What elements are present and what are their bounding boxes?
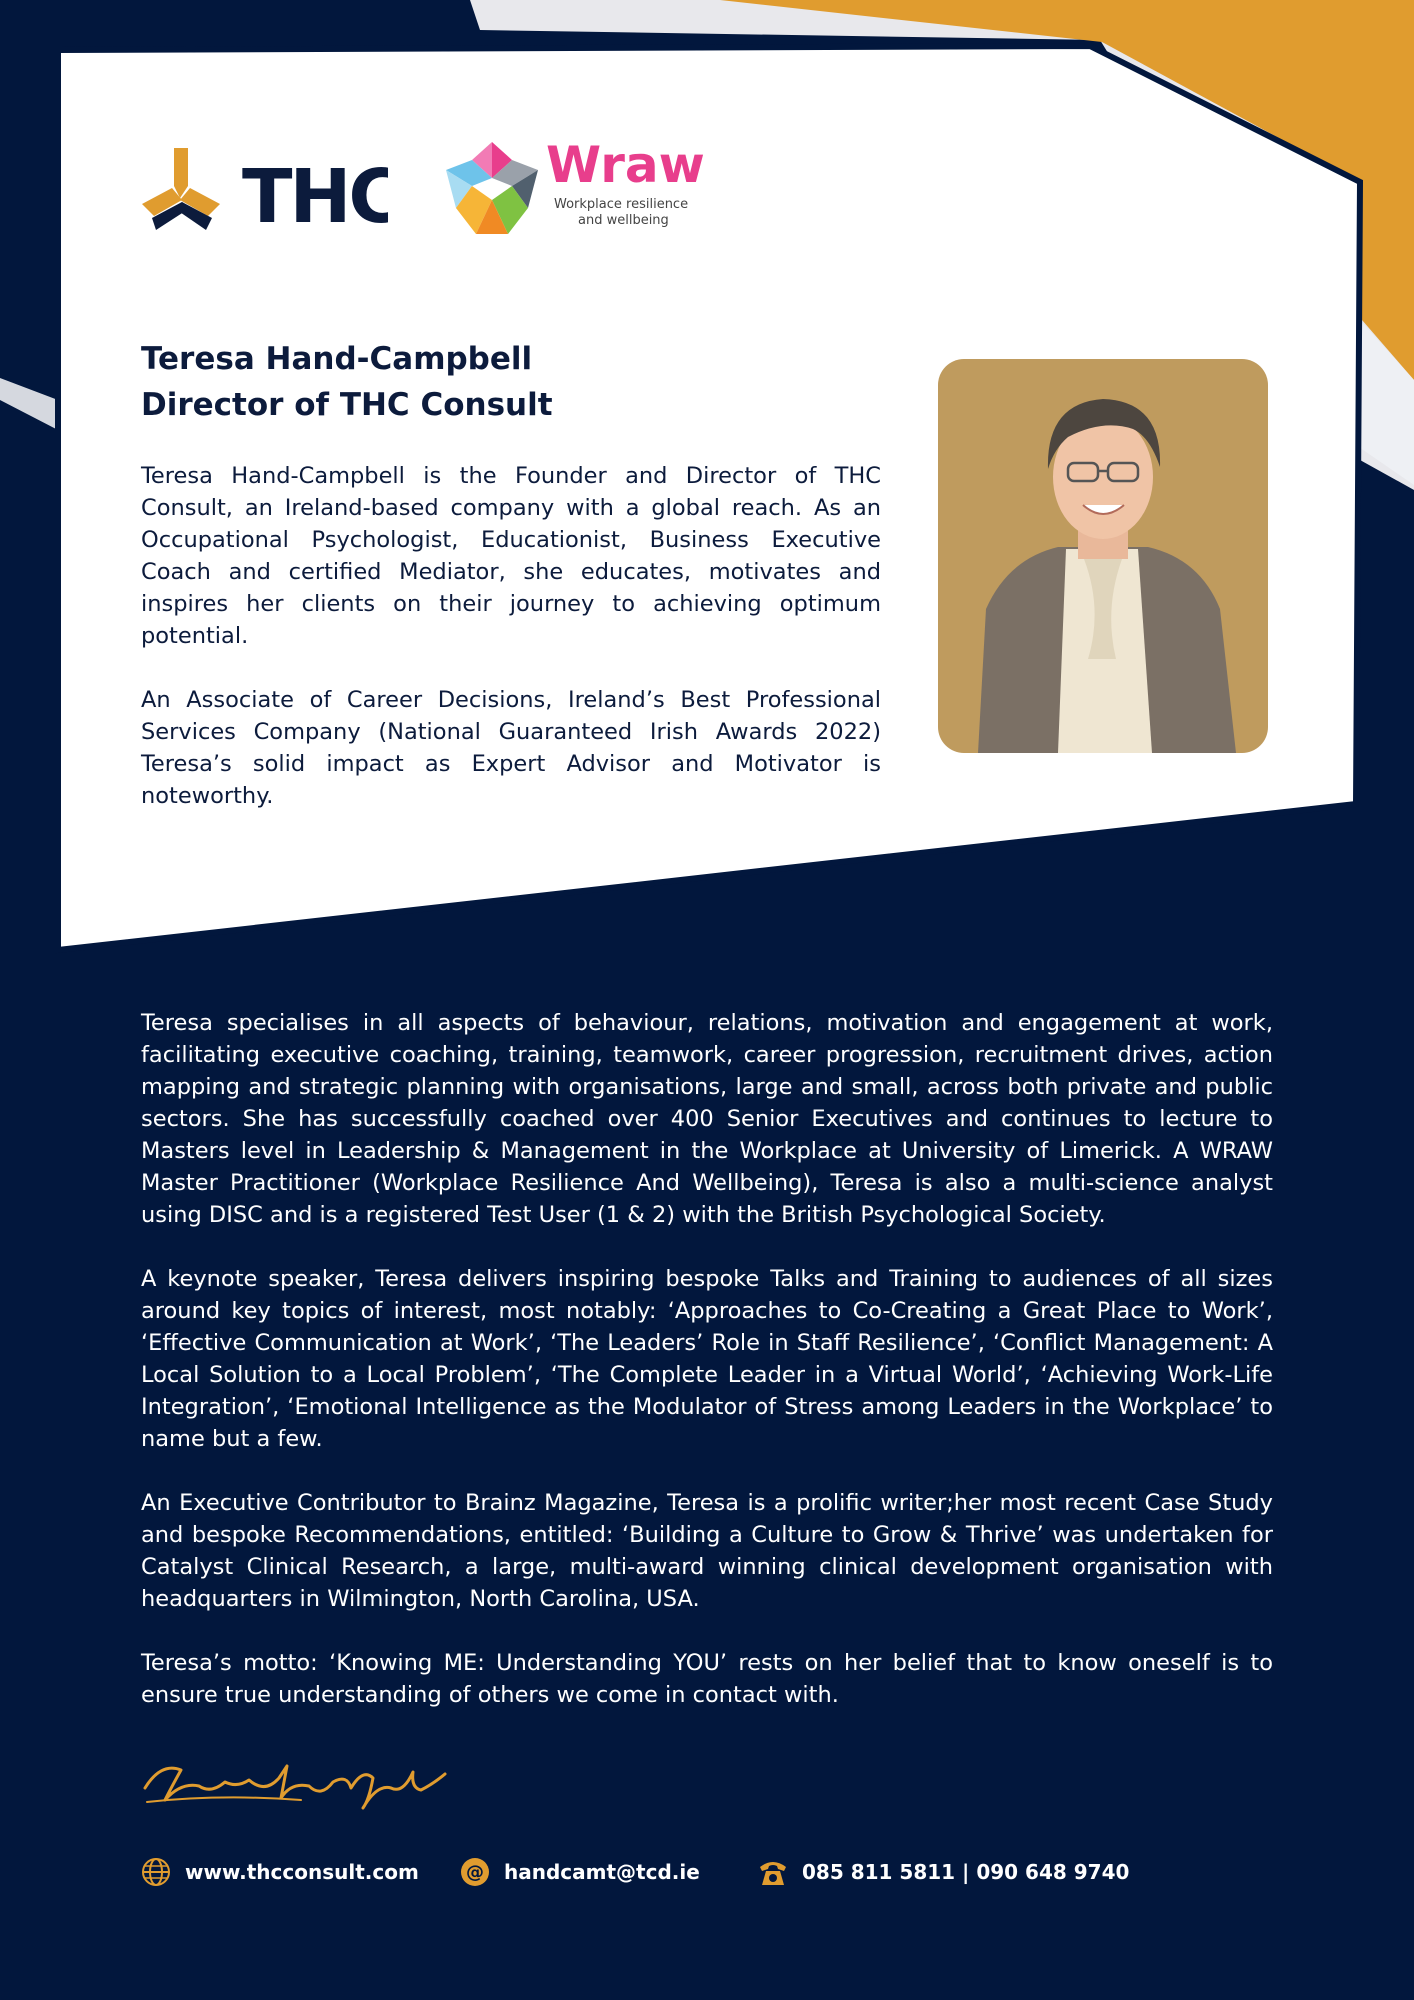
portrait-person-icon xyxy=(938,359,1268,753)
telephone-icon xyxy=(758,1857,788,1887)
bio-paragraph-3: An Executive Contributor to Brainz Magazine, Teresa is a prolific writer;her most recent Case Study and bespoke Recommendations, entitled: ‘Building a Culture to Grow & Thrive’ was undertaken for Catalyst Clinical Research, a large, multi-award winning clinical development organisation with headquarters in Wilmington, North Carolina, USA. xyxy=(141,1490,1273,1612)
wraw-wordmark: Wraw xyxy=(546,138,705,194)
bio-section xyxy=(141,1007,1273,1711)
contact-email[interactable] xyxy=(460,1852,700,1892)
contact-phone[interactable] xyxy=(758,1852,1129,1892)
contact-website[interactable] xyxy=(141,1852,419,1892)
bio-paragraph-2: A keynote speaker, Teresa delivers inspiring bespoke Talks and Training to audiences of all sizes around key topics of interest, most notably: ‘Approaches to Co-Creating a Great Place to Work’, ‘Effective Communication at Work’, ‘The Leaders’ Role in Staff Resilience’, ‘Conflict Management: A Local Solution to a Local Problem’, ‘The Complete Leader in a Virtual World’, ‘Achieving Work-Life Integration’, ‘Emotional Intelligence as the Modulator of Stress among Leaders in the Workplace’ to name but a few. xyxy=(141,1266,1273,1452)
phone-numbers[interactable]: 085 811 5811 | 090 648 9740 xyxy=(802,1860,1130,1884)
person-role: Director of THC Consult xyxy=(141,387,553,423)
globe-icon xyxy=(141,1857,171,1887)
wraw-tagline-line2: and wellbeing xyxy=(578,213,669,228)
wraw-tagline-line1: Workplace resilience xyxy=(554,197,689,212)
wraw-pentagon-icon xyxy=(442,138,712,238)
intro-paragraph-2: An Associate of Career Decisions, Ireland’s Best Professional Services Company (National Guaranteed Irish Awards 2022) Teresa’s solid impact as Expert Advisor and Motivator is noteworthy. xyxy=(141,687,881,809)
signature xyxy=(141,1748,451,1818)
thc-logo-icon xyxy=(142,146,388,232)
email-link[interactable]: handcamt@tcd.ie xyxy=(504,1860,700,1884)
thc-logo-text: THC xyxy=(242,154,388,232)
intro-section xyxy=(141,460,881,812)
page-title xyxy=(141,336,553,428)
bio-paragraph-1: Teresa specialises in all aspects of behaviour, relations, motivation and engagement at work, facilitating executive coaching, training, teamwork, career progression, recruitment drives, action mapping and strategic planning with organisations, large and small, across both private and public sectors. She has successfully coached over 400 Senior Executives and continues to lecture to Masters level in Leadership & Management in the Workplace at University of Limerick. A WRAW Master Practitioner (Workplace Resilience And Wellbeing), Teresa is also a multi-science analyst using DISC and is a registered Test User (1 & 2) with the British Psychological Society. xyxy=(141,1010,1273,1228)
thc-logo xyxy=(142,146,388,232)
svg-text:@: @ xyxy=(466,1862,484,1883)
intro-paragraph-1: Teresa Hand-Campbell is the Founder and Director of THC Consult, an Ireland-based company with a global reach. As an Occupational Psychologist, Educationist, Business Executive Coach and certified Mediator, she educates, motivates and inspires her clients on their journey to achieving optimum potential. xyxy=(141,463,881,649)
bio-paragraph-4: Teresa’s motto: ‘Knowing ME: Understanding YOU’ rests on her belief that to know oneself is to ensure true understanding of others we come in contact with. xyxy=(141,1650,1273,1708)
portrait-photo xyxy=(938,359,1268,753)
signature-icon xyxy=(141,1748,451,1818)
website-link[interactable]: www.thcconsult.com xyxy=(185,1860,419,1884)
at-sign-icon xyxy=(460,1857,490,1887)
person-name: Teresa Hand-Campbell xyxy=(141,341,533,377)
wraw-logo xyxy=(442,138,712,238)
